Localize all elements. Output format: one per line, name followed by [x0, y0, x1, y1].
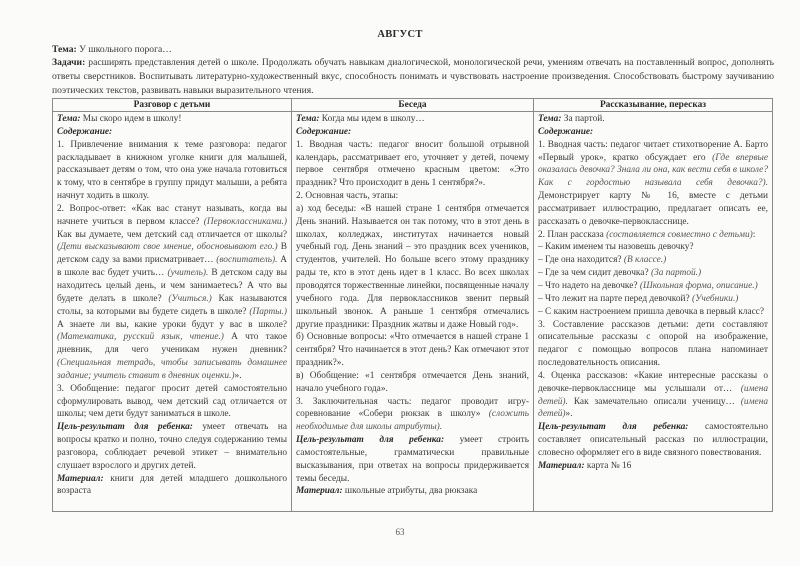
- hint-text: (Математика, русский язык, чтение.): [57, 332, 224, 343]
- content-step: 1. Вводная часть: педагог вносит большой отрывной календарь, рассматривает его, уточняет у детей, почему первое сентября отмечено красным цветом: «Это праздник? Что происходит в день 1 сентября?».: [296, 139, 529, 189]
- topic-text: У школьного порога…: [79, 44, 172, 55]
- cell-goal: Цель-результат для ребенка: умеет строить самостоятельные, грамматически правильные высказывания, при ответах на вопросы придерживается темы беседы.: [296, 435, 529, 484]
- lesson-table: [52, 98, 773, 512]
- hint-text: (сложить необходимые для школы атрибуты).: [296, 409, 529, 433]
- hint-text: (имена детей).: [538, 383, 768, 407]
- goal-label: Цель-результат для ребенка:: [538, 422, 689, 433]
- content-step: 3. Заключительная часть: педагог проводит игру-соревнование «Собери рюкзак в школу» (сложить необходимые для школы атрибуты).: [296, 396, 529, 433]
- cell-topic: Тема: За партой.: [538, 114, 605, 124]
- table-cell-discussion: [291, 112, 533, 511]
- lesson-topic: [52, 44, 172, 55]
- topic-label: Тема:: [538, 114, 562, 124]
- content-label: Содержание:: [296, 126, 352, 137]
- cell-material: Материал: книги для детей младшего дошкольного возраста: [57, 473, 287, 497]
- content-step: – Что надето на девочке? (Школьная форма, описание.): [538, 280, 758, 291]
- hint-text: (В классе.): [623, 255, 667, 266]
- content-step: 1. Вводная часть: педагог читает стихотворение А. Барто «Первый урок», кратко обсуждает его (Где впервые оказалась девочка? Знала ли она, как вести себя в школе? Как с гордостью называла себя девочка?). Демонстрирует карту № 16, вместе с детьми рассматривает иллюстрацию, предлагает описать ее, рассказать о девочке-первокласснице.: [538, 139, 768, 227]
- cell-topic: Тема: Когда мы идем в школу…: [296, 114, 425, 124]
- column-header-discussion: Беседа: [291, 99, 533, 112]
- cell-material: Материал: карта № 16: [538, 460, 632, 471]
- hint-text: (Учебники.): [692, 293, 739, 304]
- hint-text: (Учиться.): [168, 293, 212, 304]
- hint-text: (За партой.): [650, 268, 702, 279]
- column-header-conversation: Разговор с детьми: [53, 99, 291, 112]
- content-step: а) ход беседы: «В нашей стране 1 сентября отмечается День знаний. Называется он так потому, что в этот день в школах, колледжах, институтах начинается новый учебный год. День знаний – это праздник всех учеников, студентов, учителей. Но больше всего этому празднику рады те, кто в этот день идет в 1 класс. Во всех школах проводятся торжественные линейки, посвященные началу учебного года. Для первоклассников звенит первый школьный звонок. А раньше 1 сентября отмечались другие праздники: Праздник жатвы и даже Новый год».: [296, 203, 529, 330]
- content-step: – Где за чем сидит девочка? (За партой.): [538, 268, 702, 279]
- content-step: 2. План рассказа (составляется совместно с детьми):: [538, 229, 756, 240]
- tasks-text: расширять представления детей о школе. Продолжать обучать навыкам диалогической, монологической речи, умениям отвечать на поставленный вопрос, дополнять ответы сверстников. Воспитывать литературно-художественный вкус, способность понимать и чувствовать настроение произведения. Способствовать быстрому заучиванию поэтических текстов, развивать навыки выразительного чтения.: [52, 57, 775, 96]
- hint-text: (Специальная тетрадь, чтобы записывать домашнее задание; учитель ставит в дневник оценки.): [57, 358, 287, 381]
- content-step: 3. Обобщение: педагог просит детей самостоятельно сформулировать вывод, чем детский сад отличается от школы; чем дети будут заниматься в школе.: [57, 383, 287, 420]
- hint-text: (Дети высказывают свое мнение, обосновывают его.): [57, 242, 278, 253]
- column-header-storytelling: Рассказывание, пересказ: [533, 99, 772, 112]
- hint-text: (Школьная форма, описание.): [639, 280, 758, 291]
- goal-label: Цель-результат для ребенка:: [296, 435, 445, 446]
- table-cell-storytelling: [533, 112, 772, 511]
- content-label: Содержание:: [57, 126, 113, 137]
- lesson-tasks: [52, 56, 774, 98]
- content-step: 3. Составление рассказов детьми: дети составляют описательные рассказы с опорой на изображение, педагог с помощью вопросов плана напоминает последовательность описания.: [538, 319, 768, 369]
- topic-label: Тема:: [52, 44, 77, 55]
- content-label: Содержание:: [538, 126, 594, 137]
- hint-text: (Где впервые оказалась девочка? Знала ли она, как вести себя в школе? Как с гордостью называла себя девочка?).: [538, 152, 768, 189]
- content-step: 4. Оценка рассказов: «Какие интересные рассказы о девочке-первокласснице мы услышали от… (имена детей). Как замечательно описали ученицу… (имена детей)».: [538, 370, 768, 420]
- content-step: 1. Привлечение внимания к теме разговора: педагог раскладывает в книжном уголке книги для малышей, рассказывает детям о том, что она уже начала готовиться к тому, что в сентябре в группу придут малыши, а ребята начнут ходить в школу.: [57, 139, 287, 202]
- content-step: – Где она находится? (В классе.): [538, 255, 667, 266]
- material-label: Материал:: [57, 473, 104, 484]
- hint-text: (Первоклассниками.): [203, 216, 287, 227]
- topic-label: Тема:: [296, 114, 320, 124]
- hint-text: (составляется совместно с детьми): [606, 229, 753, 240]
- hint-text: (имена детей): [538, 396, 768, 420]
- goal-label: Цель-результат для ребенка:: [57, 422, 193, 433]
- content-step: б) Основные вопросы: «Что отмечается в нашей стране 1 сентября? Что начинается в этот день? Как отмечают этот праздник?».: [296, 332, 529, 369]
- content-step: – Что лежит на парте перед девочкой? (Учебники.): [538, 293, 739, 304]
- cell-topic: Тема: Мы скоро идем в школу!: [57, 114, 182, 124]
- cell-goal: Цель-результат для ребенка: самостоятельно составляет описательный рассказ по иллюстрации, словесно оформляет его в виде связного повествования.: [538, 422, 768, 458]
- hint-text: (воспитатель).: [216, 255, 278, 266]
- hint-text: (учитель).: [167, 268, 209, 279]
- content-step: 2. Вопрос-ответ: «Как вас станут называть, когда вы начнете учиться в первом классе? (Первоклассниками.) Как вы думаете, чем детский сад отличается от школы? (Дети высказывают свое мнение, обосновывают его.) В детском саду за вами присматривает… (воспитатель). А в школе вас будет учить… (учитель). В детском саду вы находитесь целый день, и чем занимаетесь? А что вы будете делать в школе? (Учиться.) Как называются столы, за которыми вы будете сидеть в школе? (Парты.) А знаете ли вы, какие уроки будут у вас в школе? (Математика, русский язык, чтение.) А что такое дневник, для чего ученикам нужен дневник? (Специальная тетрадь, чтобы записывать домашнее задание; учитель ставит в дневник оценки.)».: [57, 203, 287, 381]
- content-step: – С каким настроением пришла девочка в первый класс?: [538, 306, 765, 317]
- topic-label: Тема:: [57, 114, 81, 124]
- material-label: Материал:: [296, 486, 343, 497]
- hint-text: (Парты.): [249, 306, 287, 317]
- page-title: АВГУСТ: [377, 29, 423, 40]
- content-step: – Каким именем ты назовешь девочку?: [538, 242, 694, 253]
- content-step: 2. Основная часть, этапы:: [296, 191, 399, 202]
- tasks-label: Задачи:: [52, 57, 86, 68]
- material-label: Материал:: [538, 460, 585, 471]
- cell-material: Материал: школьные атрибуты, два рюкзака: [296, 486, 478, 497]
- cell-goal: Цель-результат для ребенка: умеет отвечать на вопросы кратко и полно, точно следуя содержанию темы разговора, соблюдает речевой этикет – внимательно слушает взрослого и других детей.: [57, 422, 288, 471]
- page-number: 63: [395, 527, 405, 537]
- content-step: в) Обобщение: «1 сентября отмечается День знаний, начало учебного года».: [296, 370, 529, 394]
- table-cell-conversation: [53, 112, 291, 511]
